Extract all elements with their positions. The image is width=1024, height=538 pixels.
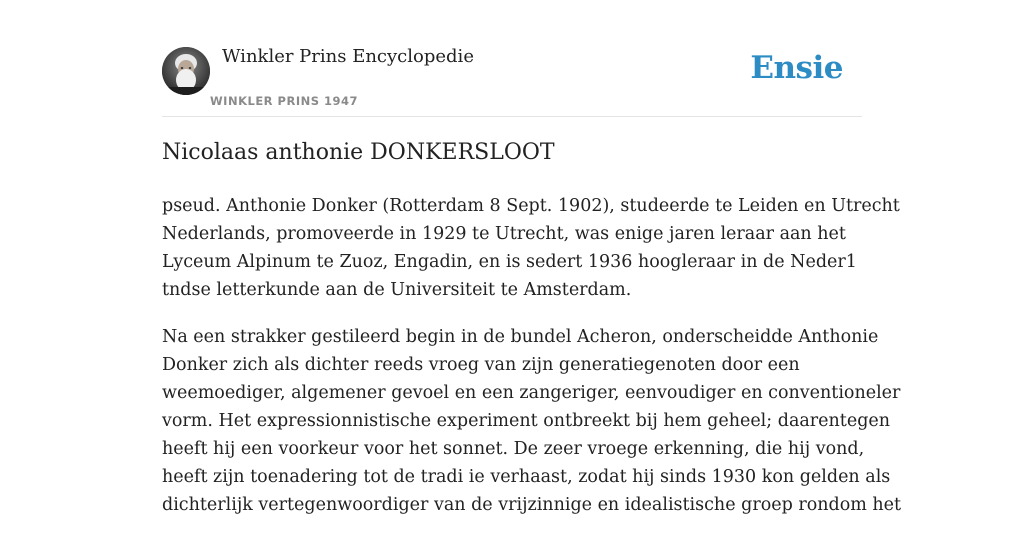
article-paragraph-1	[162, 192, 900, 304]
text-line: vorm. Het expressionnistische experiment ontbreekt bij hem geheel; daarentegen	[162, 411, 891, 431]
site-title-link[interactable]: Winkler Prins Encyclopedie	[222, 46, 474, 67]
page-content	[162, 0, 902, 515]
text-line: pseud. Anthonie Donker (Rotterdam 8 Sept. 1902), studeerde te Leiden en Utrecht	[162, 196, 900, 216]
article-body	[162, 192, 902, 538]
article-paragraph-2	[162, 323, 902, 519]
site-header	[162, 0, 862, 117]
brand-logo[interactable]: Ensie	[750, 50, 843, 86]
text-line: dichterlijk vertegenwoordiger van de vrijzinnige en idealistische groep rondom het	[162, 495, 902, 515]
text-line: Nederlands, promoveerde in 1929 te Utrecht, was enige jaren leraar aan het	[162, 224, 846, 244]
text-line: weemoediger, algemener gevoel en een zangeriger, eenvoudiger en conventioneler	[162, 383, 901, 403]
text-line: heeft hij een voorkeur voor het sonnet. De zeer vroege erkenning, die hij vond,	[162, 439, 865, 459]
avatar[interactable]	[162, 47, 210, 95]
text-line: Lyceum Alpinum te Zuoz, Engadin, en is sedert 1936 hoogleraar in de Neder1	[162, 252, 857, 272]
text-line: Donker zich als dichter reeds vroeg van zijn generatiegenoten door een	[162, 355, 800, 375]
portrait-photo-icon	[162, 47, 210, 95]
article-title: Nicolaas anthonie DONKERSLOOT	[162, 140, 555, 165]
text-line: heeft zijn toenadering tot de tradi ie verhaast, zodat hij sinds 1930 kon gelden als	[162, 467, 891, 487]
text-line: Na een strakker gestileerd begin in de bundel Acheron, onderscheidde Anthonie	[162, 327, 879, 347]
text-line: tndse letterkunde aan de Universiteit te Amsterdam.	[162, 280, 632, 300]
source-subtitle[interactable]: WINKLER PRINS 1947	[210, 94, 359, 108]
